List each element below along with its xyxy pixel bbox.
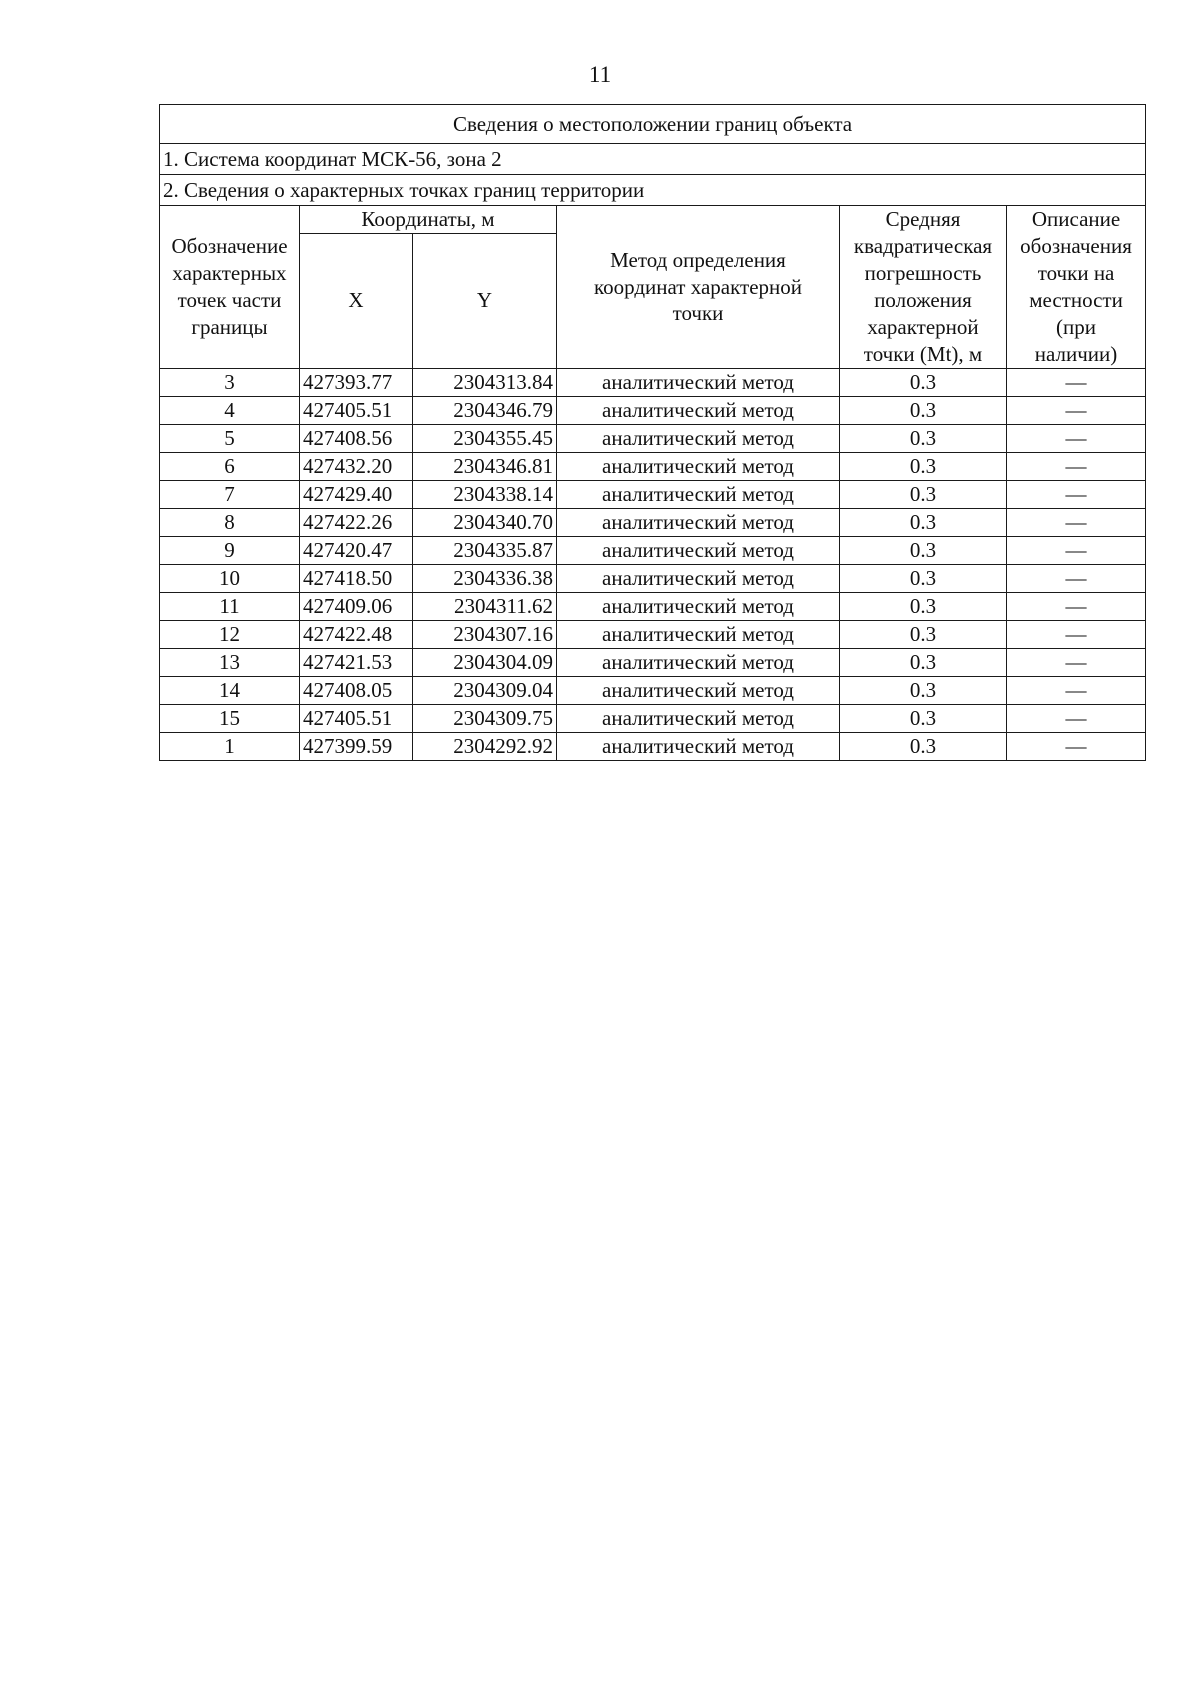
cell-y: 2304335.87: [413, 536, 557, 564]
cell-method: аналитический метод: [557, 592, 840, 620]
cell-point: 14: [160, 676, 300, 704]
header-description: Описание обозначения точки на местности (при наличии): [1007, 206, 1146, 369]
cell-point: 1: [160, 732, 300, 760]
cell-point: 6: [160, 452, 300, 480]
cell-x: 427429.40: [300, 480, 413, 508]
cell-y: 2304313.84: [413, 368, 557, 396]
cell-accuracy: 0.3: [840, 452, 1007, 480]
cell-description: —: [1007, 368, 1146, 396]
cell-method: аналитический метод: [557, 648, 840, 676]
table-row: [160, 564, 1146, 592]
cell-y: 2304309.04: [413, 676, 557, 704]
header-y: Y: [413, 233, 557, 368]
cell-y: 2304346.81: [413, 452, 557, 480]
cell-description: —: [1007, 732, 1146, 760]
table-row: [160, 508, 1146, 536]
table-row: [160, 732, 1146, 760]
cell-description: —: [1007, 648, 1146, 676]
cell-accuracy: 0.3: [840, 620, 1007, 648]
cell-accuracy: 0.3: [840, 368, 1007, 396]
cell-method: аналитический метод: [557, 368, 840, 396]
cell-method: аналитический метод: [557, 620, 840, 648]
cell-method: аналитический метод: [557, 704, 840, 732]
cell-x: 427409.06: [300, 592, 413, 620]
table-row: [160, 676, 1146, 704]
table-row: [160, 648, 1146, 676]
cell-point: 3: [160, 368, 300, 396]
cell-y: 2304340.70: [413, 508, 557, 536]
cell-y: 2304346.79: [413, 396, 557, 424]
cell-method: аналитический метод: [557, 676, 840, 704]
cell-y: 2304355.45: [413, 424, 557, 452]
boundary-points-table: [159, 104, 1146, 761]
cell-x: 427432.20: [300, 452, 413, 480]
cell-point: 4: [160, 396, 300, 424]
cell-method: аналитический метод: [557, 396, 840, 424]
header-accuracy: Средняя квадратическая погрешность положения характерной точки (Mt), м: [840, 206, 1007, 369]
cell-x: 427405.51: [300, 704, 413, 732]
cell-description: —: [1007, 592, 1146, 620]
cell-y: 2304307.16: [413, 620, 557, 648]
cell-point: 10: [160, 564, 300, 592]
cell-method: аналитический метод: [557, 480, 840, 508]
table-row: [160, 424, 1146, 452]
table-row: [160, 704, 1146, 732]
cell-y: 2304311.62: [413, 592, 557, 620]
table-row: [160, 396, 1146, 424]
cell-x: 427393.77: [300, 368, 413, 396]
cell-description: —: [1007, 676, 1146, 704]
cell-accuracy: 0.3: [840, 508, 1007, 536]
cell-x: 427408.05: [300, 676, 413, 704]
cell-x: 427405.51: [300, 396, 413, 424]
table-row: [160, 620, 1146, 648]
header-x: X: [300, 233, 413, 368]
cell-y: 2304309.75: [413, 704, 557, 732]
cell-accuracy: 0.3: [840, 424, 1007, 452]
cell-method: аналитический метод: [557, 424, 840, 452]
header-method: Метод определения координат характерной точки: [557, 206, 840, 369]
coordinate-system-line: 1. Система координат МСК-56, зона 2: [160, 144, 1146, 175]
cell-accuracy: 0.3: [840, 704, 1007, 732]
cell-point: 11: [160, 592, 300, 620]
cell-accuracy: 0.3: [840, 564, 1007, 592]
cell-y: 2304304.09: [413, 648, 557, 676]
table-row: [160, 536, 1146, 564]
cell-description: —: [1007, 508, 1146, 536]
cell-method: аналитический метод: [557, 508, 840, 536]
section-title-line: 2. Сведения о характерных точках границ территории: [160, 175, 1146, 206]
cell-point: 7: [160, 480, 300, 508]
cell-x: 427422.48: [300, 620, 413, 648]
cell-x: 427420.47: [300, 536, 413, 564]
table-row: [160, 452, 1146, 480]
cell-description: —: [1007, 424, 1146, 452]
cell-x: 427399.59: [300, 732, 413, 760]
cell-method: аналитический метод: [557, 564, 840, 592]
cell-description: —: [1007, 564, 1146, 592]
table-row: [160, 480, 1146, 508]
cell-point: 8: [160, 508, 300, 536]
cell-point: 15: [160, 704, 300, 732]
cell-accuracy: 0.3: [840, 536, 1007, 564]
cell-description: —: [1007, 620, 1146, 648]
cell-accuracy: 0.3: [840, 480, 1007, 508]
cell-y: 2304292.92: [413, 732, 557, 760]
cell-description: —: [1007, 396, 1146, 424]
cell-y: 2304338.14: [413, 480, 557, 508]
cell-y: 2304336.38: [413, 564, 557, 592]
cell-accuracy: 0.3: [840, 648, 1007, 676]
cell-accuracy: 0.3: [840, 592, 1007, 620]
cell-method: аналитический метод: [557, 452, 840, 480]
cell-description: —: [1007, 704, 1146, 732]
table-title: Сведения о местоположении границ объекта: [160, 105, 1146, 144]
cell-x: 427421.53: [300, 648, 413, 676]
cell-x: 427422.26: [300, 508, 413, 536]
cell-accuracy: 0.3: [840, 396, 1007, 424]
header-point-designation: Обозначение характерных точек части границы: [160, 206, 300, 369]
page-number: 11: [588, 62, 612, 87]
cell-point: 12: [160, 620, 300, 648]
cell-x: 427418.50: [300, 564, 413, 592]
cell-description: —: [1007, 536, 1146, 564]
cell-accuracy: 0.3: [840, 676, 1007, 704]
table-row: [160, 592, 1146, 620]
cell-description: —: [1007, 480, 1146, 508]
cell-description: —: [1007, 452, 1146, 480]
header-coordinates: Координаты, м: [300, 206, 557, 234]
table-row: [160, 368, 1146, 396]
cell-accuracy: 0.3: [840, 732, 1007, 760]
cell-method: аналитический метод: [557, 732, 840, 760]
cell-method: аналитический метод: [557, 536, 840, 564]
cell-point: 9: [160, 536, 300, 564]
cell-point: 13: [160, 648, 300, 676]
cell-point: 5: [160, 424, 300, 452]
cell-x: 427408.56: [300, 424, 413, 452]
